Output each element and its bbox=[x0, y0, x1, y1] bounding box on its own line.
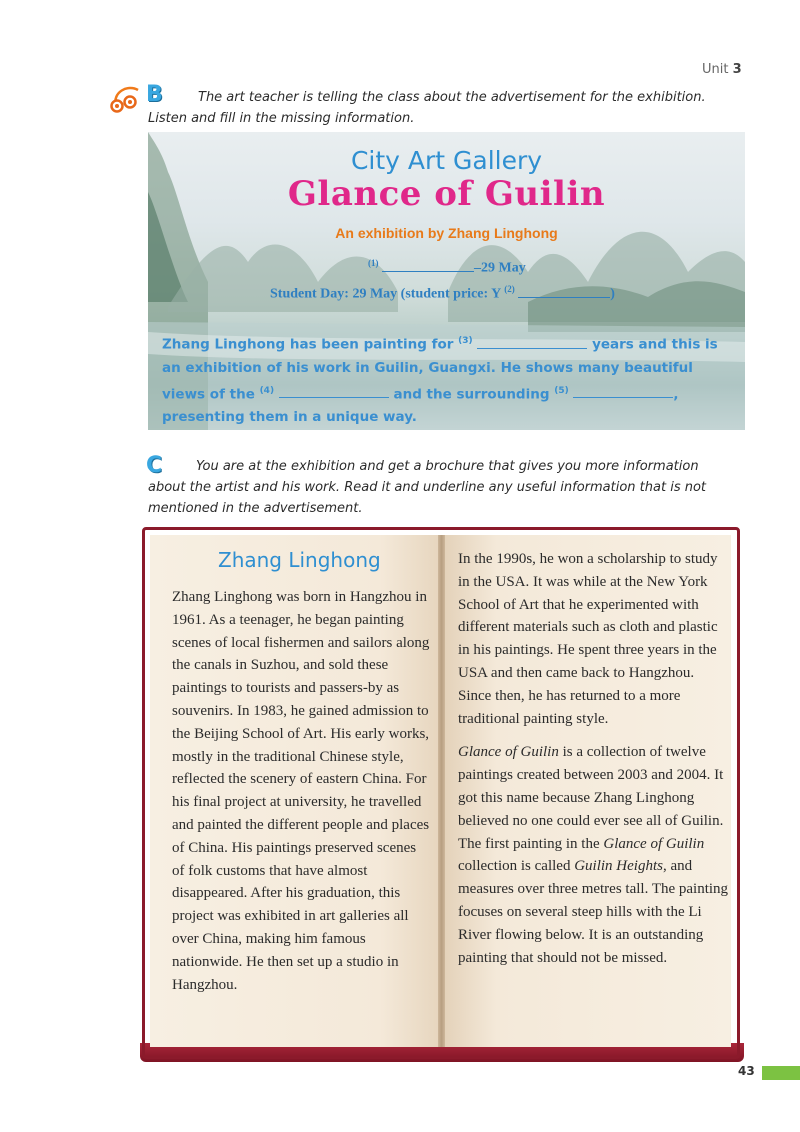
exhibition-advertisement bbox=[148, 132, 745, 430]
blank-1[interactable] bbox=[382, 259, 474, 272]
exhibition-title: Glance of Guilin bbox=[287, 174, 606, 214]
para2-text-2: collection is called bbox=[458, 858, 575, 875]
para2-text-1: is a collection of twelve paintings created between 2003 and 2004. It got this name because Zhang Linghong believed no one could ever see all of Guilin. The first painting in the bbox=[458, 744, 724, 852]
blank-number-5: (5) bbox=[554, 385, 569, 396]
book-spine bbox=[438, 535, 445, 1047]
section-b-instruction: The art teacher is telling the class about the advertisement for the exhibition. Listen and fill in the missing information. bbox=[148, 90, 706, 126]
para2-text-3: , and measures over three metres tall. The painting focuses on several steep hills with the Li River flowing below. It is an outstanding painting that should not be missed. bbox=[458, 858, 729, 966]
artist-name-heading: Zhang Linghong bbox=[218, 548, 381, 572]
blank-number-4: (4) bbox=[259, 385, 275, 396]
date-line bbox=[368, 258, 526, 277]
unit-word: Unit bbox=[702, 62, 729, 77]
italic-collection-title: Glance of Guilin bbox=[458, 744, 559, 761]
blank-number-2: (2) bbox=[504, 284, 515, 294]
page-number: 43 bbox=[738, 1064, 755, 1078]
blank-number-3: (3) bbox=[458, 336, 473, 346]
italic-collection-title-2: Glance of Guilin bbox=[603, 835, 705, 852]
brochure-left-text bbox=[172, 586, 432, 996]
unit-label bbox=[702, 62, 742, 77]
para-part-4: , presenting them in a unique way. bbox=[162, 386, 679, 425]
para-part-1: Zhang Linghong has been painting for bbox=[162, 336, 454, 353]
para-part-3: and the surrounding bbox=[393, 386, 550, 402]
brochure-right-text bbox=[458, 548, 730, 980]
blank-3[interactable] bbox=[477, 336, 587, 349]
blank-number-1: (1) bbox=[368, 258, 379, 268]
right-paragraph-1: In the 1990s, he won a scholarship to study in the USA. It was while at the New York School of Art that he experimented with different materials such as cloth and plastic in his paintings. He spent three years in the USA and then came back to Hangzhou. Since then, he has returned to a more traditional painting style. bbox=[458, 551, 718, 727]
blank-2[interactable] bbox=[518, 285, 610, 298]
left-paragraph: Zhang Linghong was born in Hangzhou in 1961. As a teenager, he began painting scenes of local fishermen and sailors along the canals in Suzhou, and sold these paintings to tourists and passers-by as souvenirs. In 1983, he gained admission to the Beijing School of Art. His early works, mostly in the traditional Chinese style, reflected the scenery of eastern China. For his final project at university, he travelled and painted the different people and places of China. His paintings preserved scenes of folk customs that have almost disappeared. After his graduation, this project was exhibited in art galleries all over China, making him famous nationwide. He then set up a studio in Hangzhou. bbox=[172, 589, 430, 993]
advertisement-paragraph bbox=[162, 330, 734, 429]
brochure-book bbox=[140, 527, 744, 1062]
section-c-instruction: You are at the exhibition and get a brochure that gives you more information about the artist and his work. Read it and underline any useful information that is not mentioned in the advertisement. bbox=[148, 459, 707, 516]
exhibition-subtitle: An exhibition by Zhang Linghong bbox=[335, 225, 558, 241]
blank-4[interactable] bbox=[279, 385, 389, 398]
student-day-text: Student Day: 29 May (student price: Y bbox=[270, 286, 501, 302]
italic-painting-title: Guilin Heights bbox=[574, 858, 663, 875]
gallery-name: City Art Gallery bbox=[350, 146, 543, 175]
right-paragraph-2 bbox=[458, 741, 730, 969]
para-part-2: years and this is an exhibition of his work in Guilin, Guangxi. He shows many beautiful views of the bbox=[162, 336, 718, 402]
section-c-letter: C bbox=[146, 453, 163, 478]
page-color-bar bbox=[762, 1066, 800, 1080]
headphones-icon bbox=[110, 84, 148, 114]
student-day-close: ) bbox=[610, 286, 615, 302]
blank-5[interactable] bbox=[573, 385, 673, 398]
student-day-line bbox=[270, 284, 615, 303]
section-b-letter: B bbox=[146, 82, 163, 107]
date-end: –29 May bbox=[474, 260, 526, 276]
unit-number: 3 bbox=[732, 62, 742, 77]
